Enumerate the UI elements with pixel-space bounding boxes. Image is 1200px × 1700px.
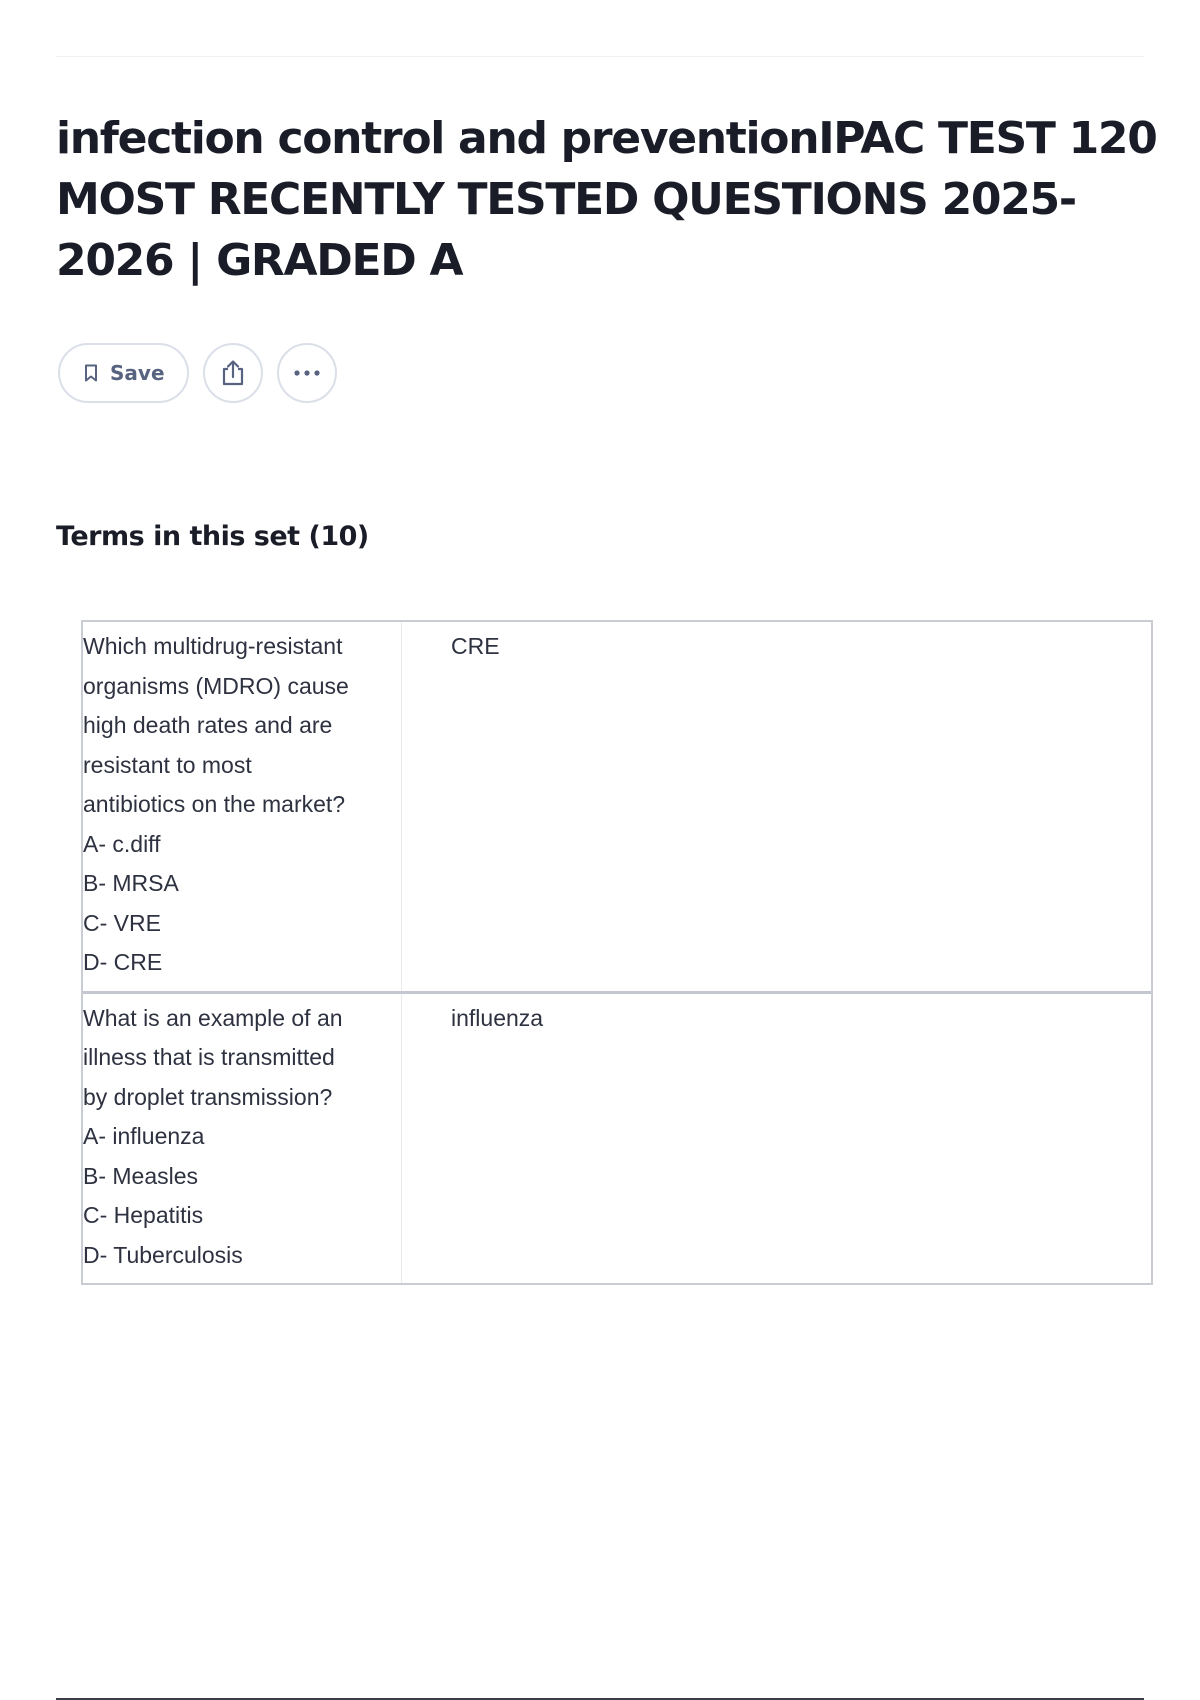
definition-text: influenza (451, 1004, 544, 1031)
more-icon (293, 369, 321, 377)
term-line: What is an example of an (83, 1004, 343, 1031)
term-line: resistant to most (83, 751, 252, 778)
term-line: organisms (MDRO) cause (83, 672, 349, 699)
term-line: C- Hepatitis (83, 1202, 204, 1228)
set-actions (58, 343, 337, 403)
term-line: high death rates and are (83, 712, 333, 738)
share-button[interactable] (203, 343, 263, 403)
term-line: D- Tuberculosis (83, 1241, 243, 1268)
term-line: antibiotics on the market? (83, 791, 346, 817)
save-button[interactable] (58, 343, 189, 403)
more-options-button[interactable] (277, 343, 337, 403)
term-line: A- c.diff (83, 830, 161, 857)
term-line: by droplet transmission? (83, 1083, 333, 1110)
term-line: B- MRSA (83, 870, 179, 896)
term-line: D- CRE (83, 949, 163, 975)
term-row (83, 622, 1151, 991)
page-title: infection control and preventionIPAC TEST 120 MOST RECENTLY TESTED QUESTIONS 2025-2026 | GRADED A (56, 113, 1157, 286)
term-line: illness that is transmitted (83, 1044, 335, 1070)
term-line: A- influenza (83, 1123, 205, 1149)
term-row (83, 991, 1151, 1284)
term-text (83, 622, 402, 991)
term-line: C- VRE (83, 909, 161, 936)
share-icon (220, 359, 246, 387)
term-text (83, 994, 402, 1284)
bookmark-icon (84, 364, 98, 382)
terms-table (81, 620, 1153, 1285)
definition-text: CRE (451, 633, 500, 659)
term-line: B- Measles (83, 1162, 199, 1189)
term-line: Which multidrug-resistant (83, 633, 343, 659)
save-button-label: Save (110, 361, 165, 385)
terms-heading: Terms in this set (10) (56, 521, 369, 552)
top-divider (56, 56, 1144, 57)
